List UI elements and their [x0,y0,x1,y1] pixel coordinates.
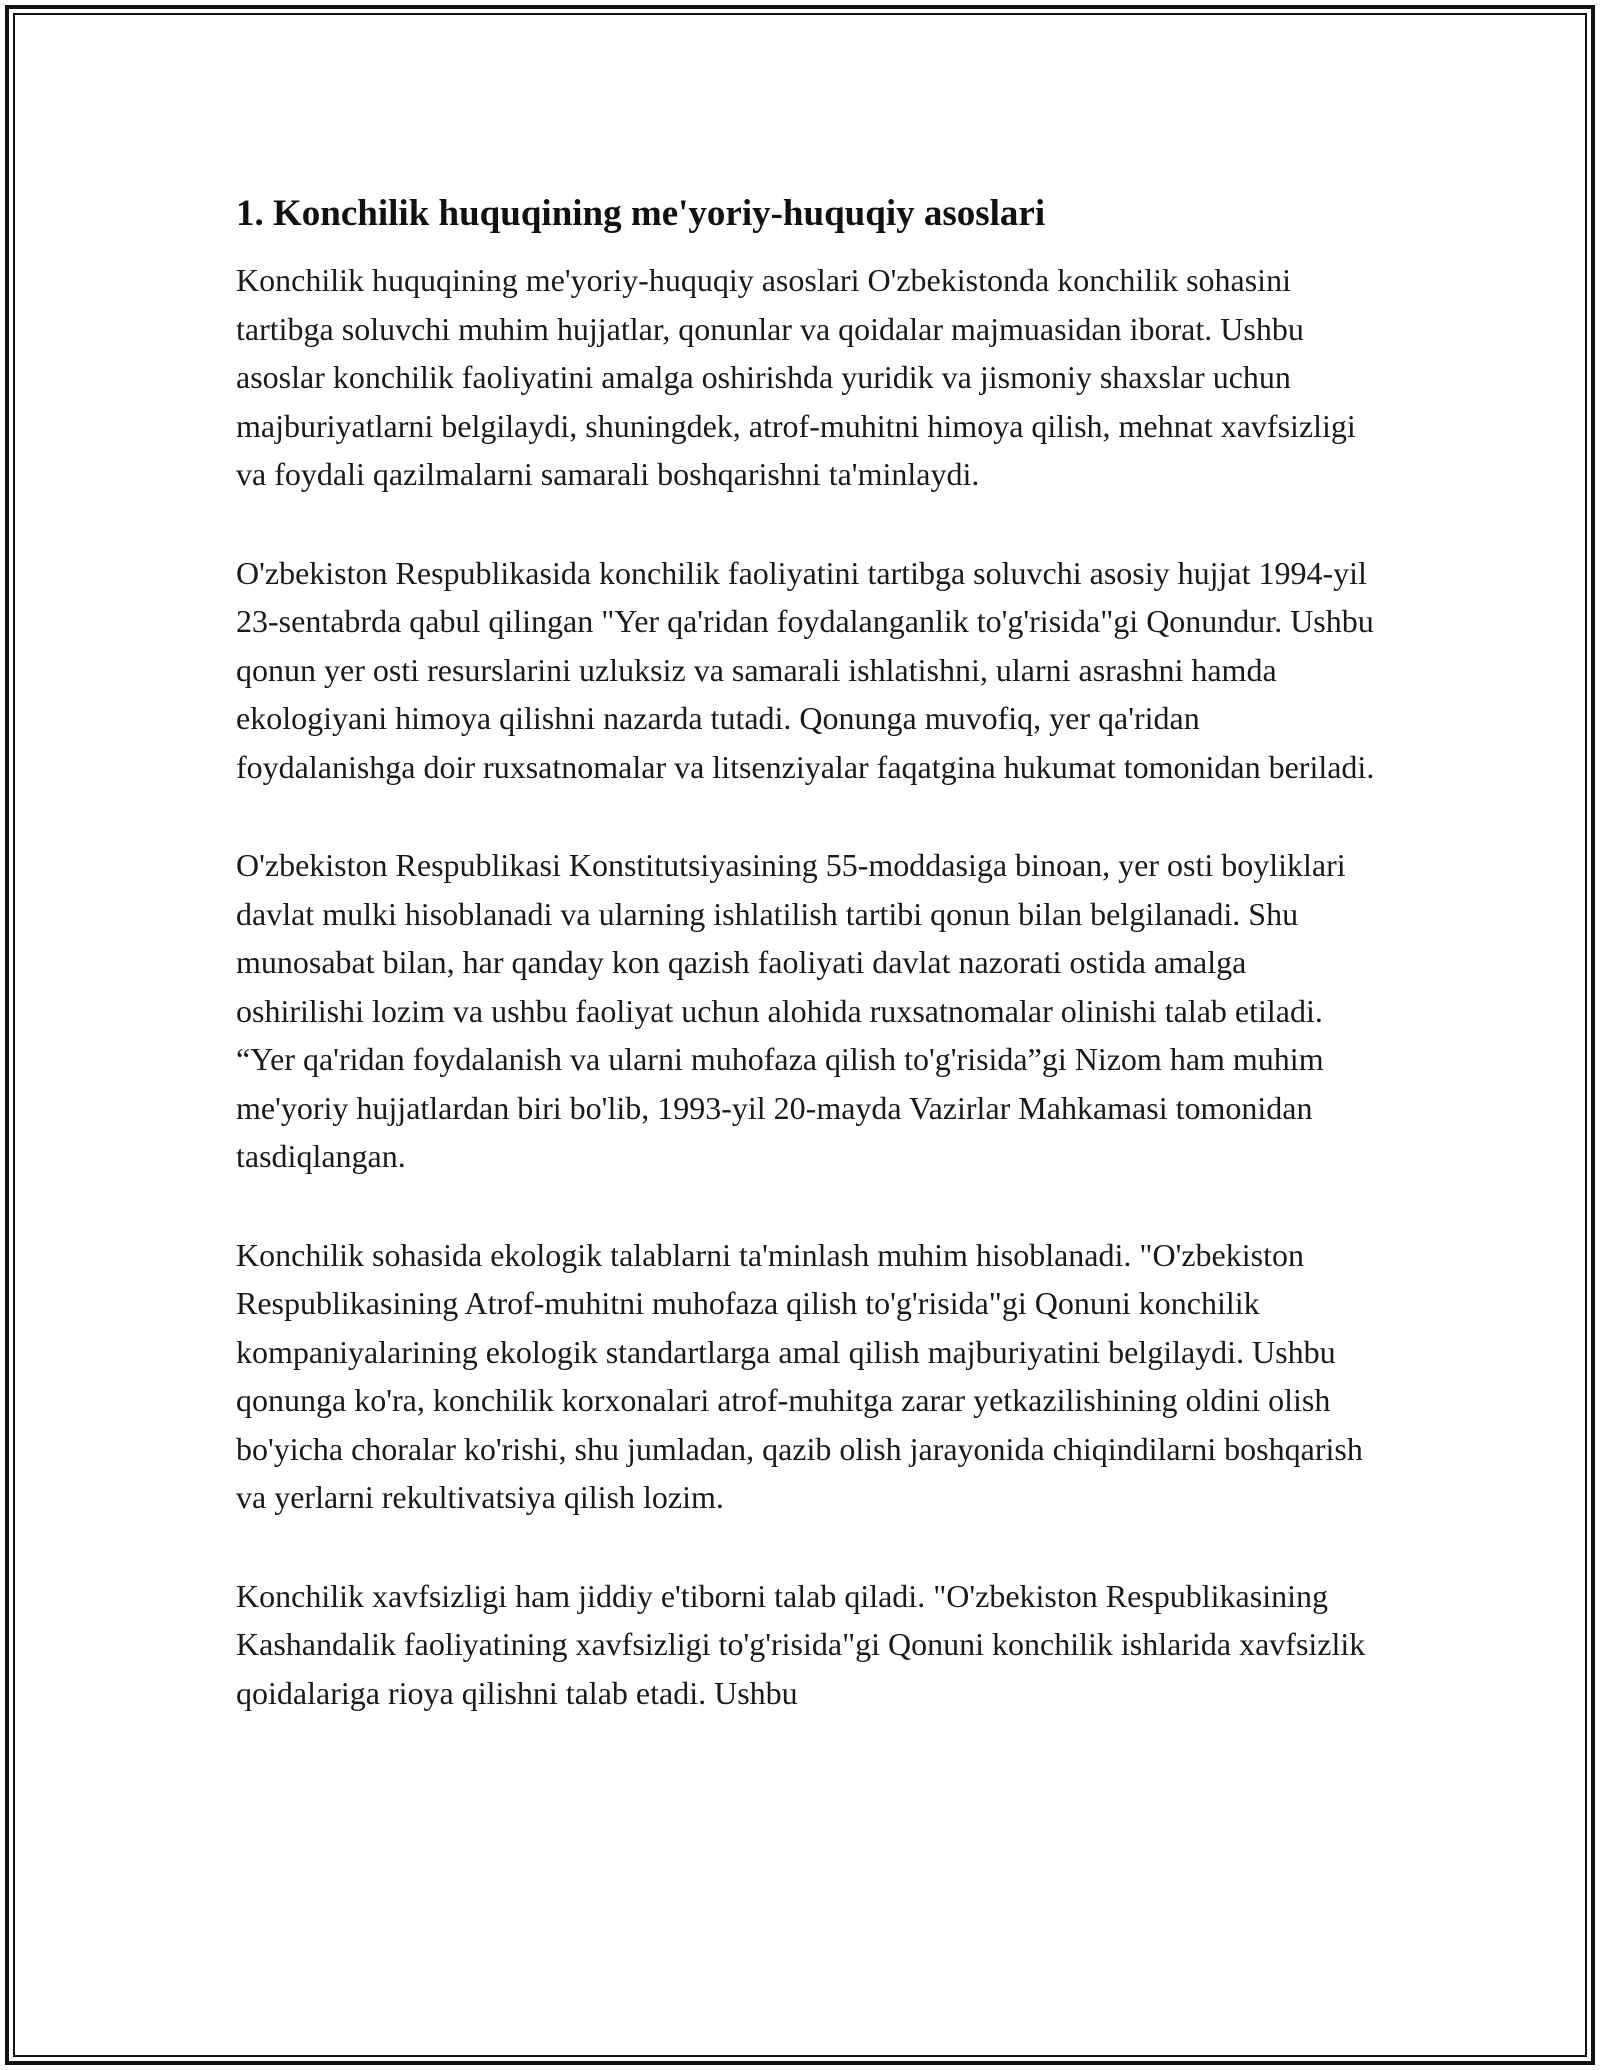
paragraph: O'zbekiston Respublikasida konchilik faoliyatini tartibga soluvchi asosiy hujjat 1994-yil 23-sentabrda qabul qilingan "Yer qa'ridan foydalanganlik to'g'risida"gi Qonundur. Ushbu qonun yer osti resurslarini uzluksiz va samarali ishlatishni, ularni asrashni hamda ekologiyani himoya qilishni nazarda tutadi. Qonunga muvofiq, yer qa'ridan foydalanishga doir ruxsatnomalar va litsenziyalar faqatgina hukumat tomonidan beriladi. [236,554,1375,785]
paragraph: Konchilik sohasida ekologik talablarni ta'minlash muhim hisoblanadi. "O'zbekiston Respublikasining Atrof-muhitni muhofaza qilish to'g'risida"gi Qonuni konchilik kompaniyalarining ekologik standartlarga amal qilish majburiyatini belgilaydi. Ushbu qonunga ko'ra, konchilik korxonalari atrof-muhitga zarar yetkazilishining oldini olish bo'yicha choralar ko'rishi, shu jumladan, qazib olish jarayonida chiqindilarni boshqarish va yerlarni rekultivatsiya qilish lozim. [236,1236,1363,1515]
document-body [236,190,1376,1767]
paragraph: Konchilik xavfsizligi ham jiddiy e'tiborni talab qiladi. "O'zbekiston Respublikasining Kashandalik faoliyatining xavfsizligi to'g'risida"gi Qonuni konchilik ishlarida xavfsizlik qoidalariga rioya qilishni talab etadi. Ushbu [236,1577,1366,1711]
section-heading: 1. Konchilik huquqining me'yoriy-huquqiy asoslari [236,193,1046,234]
paragraph: Konchilik huquqining me'yoriy-huquqiy asoslari O'zbekistonda konchilik sohasini tartibga soluvchi muhim hujjatlar, qonunlar va qoidalar majmuasidan iborat. Ushbu asoslar konchilik faoliyatini amalga oshirishda yuridik va jismoniy shaxslar uchun majburiyatlarni belgilaydi, shuningdek, atrof-muhitni himoya qilish, mehnat xavfsizligi va foydali qazilmalarni samarali boshqarishni ta'minlaydi. [236,262,1356,492]
paragraph: O'zbekiston Respublikasi Konstitutsiyasining 55-moddasiga binoan, yer osti boyliklari davlat mulki hisoblanadi va ularning ishlatilish tartibi qonun bilan belgilanadi. Shu munosabat bilan, har qanday kon qazish faoliyati davlat nazorati ostida amalga oshirilishi lozim va ushbu faoliyat uchun alohida ruxsatnomalar olinishi talab etiladi. “Yer qa'ridan foydalanish va ularni muhofaza qilish to'g'risida”gi Nizom ham muhim me'yoriy hujjatlardan biri bo'lib, 1993-yil 20-mayda Vazirlar Mahkamasi tomonidan tasdiqlangan. [236,847,1346,1174]
